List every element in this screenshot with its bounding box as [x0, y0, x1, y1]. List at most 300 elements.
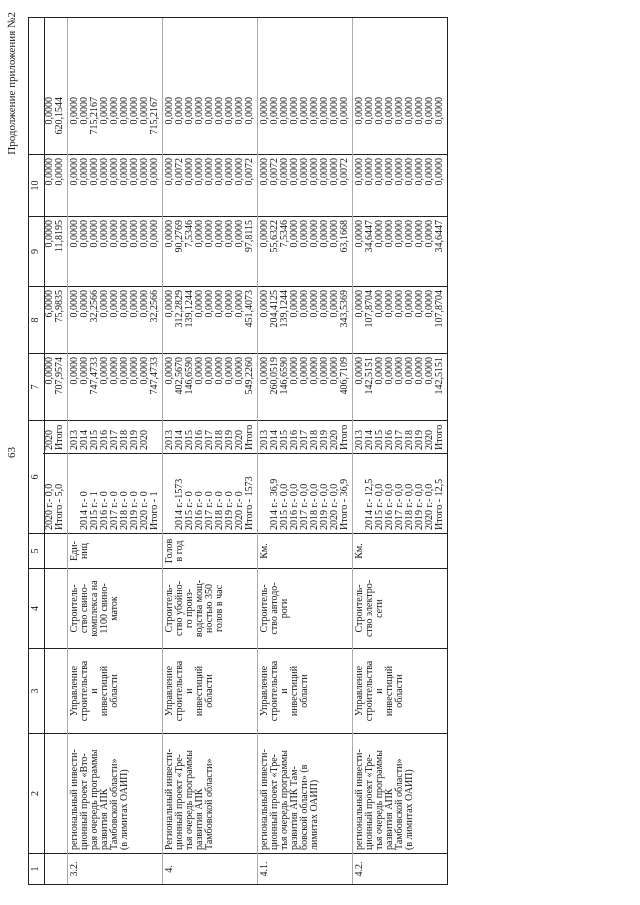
local-amount-line: 0,0000 [279, 158, 290, 186]
federal-amount-line: 0,0000 [204, 290, 215, 318]
local-amount-line: 0,0072 [339, 158, 350, 186]
year-label-line: 2019 [414, 430, 425, 450]
page-number: 63 [6, 447, 18, 458]
federal-amount-line: 107,8704 [434, 290, 445, 328]
year-label-line: 2018 [119, 430, 130, 450]
total-amount-line: 402,5670 [174, 357, 185, 395]
federal-amount [353, 286, 447, 353]
indicator-by-year [68, 453, 162, 533]
year-label [353, 420, 447, 453]
year-label [163, 420, 257, 453]
other-amount-line: 0,0000 [174, 97, 185, 125]
measure-unit: Голов в год [163, 533, 257, 568]
total-amount-line: 0,0000 [224, 357, 235, 385]
local-amount-line: 0,0000 [89, 158, 100, 186]
indicator-by-year-line: 2016 г.- 0 [194, 491, 205, 530]
year-label-line: 2013 [259, 430, 270, 450]
row-number: 3.2. [68, 853, 162, 884]
indicator-by-year-line: 2015 г.- 1 [89, 491, 100, 530]
regional-amount-line: 0,0000 [424, 220, 435, 248]
regional-amount-line: 0,0000 [309, 220, 320, 248]
regional-amount-line: 0,0000 [79, 220, 90, 248]
other-amount-line: 0,0000 [129, 97, 140, 125]
indicator-by-year-line: 2017 г.- 0 [204, 491, 215, 530]
federal-amount [258, 286, 352, 353]
federal-amount-line: 6,0000 [44, 290, 55, 318]
local-amount-line: 0,0000 [234, 158, 245, 186]
federal-amount-line: 0,0000 [414, 290, 425, 318]
local-amount-line: 0,0000 [44, 158, 55, 186]
total-amount-line: 260,0519 [269, 357, 280, 395]
year-label-line: 2019 [129, 430, 140, 450]
federal-amount-line: 0,0000 [194, 290, 205, 318]
local-amount-line: 0,0000 [414, 158, 425, 186]
total-amount-line: 0,0000 [329, 357, 340, 385]
regional-amount-line: 0,0000 [44, 220, 55, 248]
indicator-by-year-line: 2017 г.- 0,0 [299, 483, 310, 530]
local-amount [43, 154, 67, 216]
local-amount-line: 0,0000 [364, 158, 375, 186]
indicator-by-year-line: 2020 г.- 0,0 [424, 483, 435, 530]
indicator-by-year-line: Итого - 36,9 [339, 478, 350, 530]
year-label-line: 2018 [404, 430, 415, 450]
column-header: 4 [29, 568, 44, 648]
other-amount [258, 94, 352, 154]
program-table [43, 17, 448, 885]
total-amount-line: 0,0000 [164, 357, 175, 385]
local-amount-line: 0,0000 [424, 158, 435, 186]
year-label-line: 2016 [384, 430, 395, 450]
year-label-line: 2020 [329, 430, 340, 450]
year-label-line: 2018 [309, 430, 320, 450]
other-amount-line: 620,1544 [54, 97, 65, 135]
other-amount-line: 0,0000 [224, 97, 235, 125]
activity-name: Строитель- ство убойно- го произ- водства мощ- ностью 350 голов в час [163, 568, 257, 648]
project-name: региональный инвести- ционный проект «Тре- тья очередь программы развития АПК Тамбовской области» (в лимитах ОАИП) [353, 733, 447, 853]
project-name: Региональный инвести- ционный проект «Тре- тья очередь программы развития АПК Тамбовской области» [163, 733, 257, 853]
indicator-by-year [258, 453, 352, 533]
year-label-line: 2014 [269, 430, 280, 450]
local-amount-line: 0,0000 [204, 158, 215, 186]
year-label-line: 2017 [109, 430, 120, 450]
other-amount-line: 0,0000 [319, 97, 330, 125]
local-amount-line: 0,0000 [129, 158, 140, 186]
indicator-by-year-line: 2019 г.- 0 [129, 491, 140, 530]
federal-amount-line: 0,0000 [139, 290, 150, 318]
year-label-line: 2015 [184, 430, 195, 450]
other-amount-line: 0,0000 [364, 97, 375, 125]
row-number [43, 853, 67, 884]
other-amount-line: 0,0000 [394, 97, 405, 125]
other-amount-line: 715,2167 [149, 97, 160, 135]
local-amount-line: 0,0072 [244, 158, 255, 186]
indicator-by-year-line: Итого - 5,0 [54, 483, 65, 530]
regional-amount-line: 0,0000 [214, 220, 225, 248]
federal-amount-line: 0,0000 [394, 290, 405, 318]
column-header: 7 [29, 353, 44, 420]
regional-amount-line: 0,0000 [234, 220, 245, 248]
other-amount-line: 0,0000 [354, 97, 365, 125]
federal-amount-line: 32,2566 [149, 290, 160, 323]
indicator-by-year-line: 2018 г.- 0 [119, 491, 130, 530]
total-amount-line: 0,0000 [259, 357, 270, 385]
federal-amount-line: 0,0000 [109, 290, 120, 318]
total-amount [163, 353, 257, 420]
other-amount-line: 0,0000 [329, 97, 340, 125]
responsible-body: Управление строительства и инвестиций области [258, 648, 352, 733]
row-number: 4.1. [258, 853, 352, 884]
federal-amount-line: 204,4125 [269, 290, 280, 328]
regional-amount-line: 0,0000 [319, 220, 330, 248]
indicator-by-year-line: 2020 г.- 0 [234, 491, 245, 530]
other-amount-line: 0,0000 [289, 97, 300, 125]
other-amount-line: 0,0000 [424, 97, 435, 125]
regional-amount-line: 55,6322 [269, 220, 280, 253]
year-label-line [150, 424, 160, 450]
project-name: региональный инвести- ционный проект «Тре- тья очередь программы развития АПК Там- бовской области» (в лимитах ОАИП) [258, 733, 352, 853]
table-row [352, 18, 447, 884]
year-label-line: Итого [434, 424, 445, 450]
regional-amount-line: 11,8195 [54, 220, 65, 253]
indicator-by-year-line: 2014 г.- 36,9 [269, 478, 280, 530]
total-amount-line: 142,5151 [434, 357, 445, 395]
local-amount-line: 0,0000 [54, 158, 65, 186]
total-amount-line: 0,0000 [374, 357, 385, 385]
year-label-line: 2020 [234, 430, 245, 450]
other-amount [43, 94, 67, 154]
regional-amount-line: 63,1668 [339, 220, 350, 253]
responsible-body: Управление строительства и инвестиций области [163, 648, 257, 733]
federal-amount-line: 343,5369 [339, 290, 350, 328]
column-header: 2 [29, 733, 44, 853]
total-amount-line: 142,5151 [364, 357, 375, 395]
other-amount-line: 0,0000 [234, 97, 245, 125]
local-amount-line: 0,0000 [384, 158, 395, 186]
local-amount-line: 0,0000 [214, 158, 225, 186]
other-amount-line: 0,0000 [269, 97, 280, 125]
project-name: региональный инвести- ционный проект «Вто- рая очередь программы развития АПК Тамбовской области» (в лимитах ОАИП) [68, 733, 162, 853]
regional-amount-line: 0,0000 [139, 220, 150, 248]
activity-name: Строитель- ство электро- сети [353, 568, 447, 648]
regional-amount [43, 216, 67, 286]
total-amount [43, 353, 67, 420]
total-amount-line: 747,4733 [149, 357, 160, 395]
total-amount-line: 0,0000 [44, 357, 55, 385]
indicator-by-year-line: 2019 г.- 0 [224, 491, 235, 530]
regional-amount-line: 0,0000 [394, 220, 405, 248]
federal-amount-line: 0,0000 [309, 290, 320, 318]
federal-amount-line: 139,1244 [279, 290, 290, 328]
year-label-line: 2014 [79, 430, 90, 450]
local-amount-line: 0,0000 [309, 158, 320, 186]
other-amount-line: 0,0000 [414, 97, 425, 125]
table-row [67, 18, 162, 884]
other-amount-line: 0,0000 [69, 97, 80, 125]
federal-amount-line: 32,2566 [89, 290, 100, 323]
total-amount-line: 0,0000 [299, 357, 310, 385]
local-amount-line: 0,0072 [174, 158, 185, 186]
indicator-by-year-line: Итого - 1573 [244, 476, 255, 530]
year-label-line: 2016 [99, 430, 110, 450]
local-amount-line: 0,0000 [149, 158, 160, 186]
regional-amount-line: 34,6447 [434, 220, 445, 253]
total-amount-line: 0,0000 [119, 357, 130, 385]
indicator-by-year-line: 2020 г.- 0 [139, 491, 150, 530]
other-amount-line: 0,0000 [434, 97, 445, 125]
column-header [29, 94, 44, 154]
other-amount-line: 0,0000 [299, 97, 310, 125]
year-label [258, 420, 352, 453]
federal-amount-line: 0,0000 [69, 290, 80, 318]
total-amount-line: 0,0000 [404, 357, 415, 385]
indicator-by-year-line: 2018 г.- 0,0 [309, 483, 320, 530]
row-number: 4.2. [353, 853, 447, 884]
year-label-line: 2019 [224, 430, 235, 450]
year-label-line: Итого [244, 424, 255, 450]
regional-amount-line: 7,5346 [279, 220, 290, 248]
indicator-by-year-line: 2019 г.- 0,0 [414, 483, 425, 530]
total-amount-line: 0,0000 [309, 357, 320, 385]
federal-amount [43, 286, 67, 353]
other-amount-line: 0,0000 [374, 97, 385, 125]
federal-amount-line: 0,0000 [119, 290, 130, 318]
other-amount-line: 0,0000 [279, 97, 290, 125]
total-amount-line: 146,6590 [279, 357, 290, 395]
other-amount-line: 0,0000 [119, 97, 130, 125]
local-amount-line: 0,0000 [394, 158, 405, 186]
total-amount-line: 406,7109 [339, 357, 350, 395]
total-amount-line: 0,0000 [99, 357, 110, 385]
other-amount-line: 0,0000 [194, 97, 205, 125]
total-amount-line: 0,0000 [129, 357, 140, 385]
total-amount-line: 747,4733 [89, 357, 100, 395]
regional-amount [353, 216, 447, 286]
total-amount-line: 0,0000 [234, 357, 245, 385]
local-amount-line: 0,0000 [224, 158, 235, 186]
indicator-by-year-line: 2018 г.- 0 [214, 491, 225, 530]
column-header: 10 [29, 154, 44, 216]
year-label-line: Итого [54, 424, 65, 450]
regional-amount-line: 97,8115 [244, 220, 255, 253]
other-amount [353, 94, 447, 154]
indicator-by-year-line: 2018 г.- 0,0 [404, 483, 415, 530]
year-label-line: 2020 [44, 430, 55, 450]
federal-amount-line: 139,1244 [184, 290, 195, 328]
other-amount [163, 94, 257, 154]
local-amount-line: 0,0000 [69, 158, 80, 186]
year-label-line: 2013 [69, 430, 80, 450]
local-amount-line: 0,0000 [194, 158, 205, 186]
indicator-by-year [43, 453, 67, 533]
federal-amount-line: 0,0000 [99, 290, 110, 318]
federal-amount [68, 286, 162, 353]
federal-amount-line: 312,2829 [174, 290, 185, 328]
indicator-by-year-line: 2016 г.- 0,0 [289, 483, 300, 530]
federal-amount-line: 0,0000 [234, 290, 245, 318]
federal-amount-line: 0,0000 [329, 290, 340, 318]
federal-amount-line: 0,0000 [424, 290, 435, 318]
indicator-by-year-line: 2015 г.- 0,0 [279, 483, 290, 530]
regional-amount-line: 0,0000 [299, 220, 310, 248]
regional-amount-line: 0,0000 [194, 220, 205, 248]
regional-amount-line: 0,0000 [404, 220, 415, 248]
indicator-by-year-line: 2015 г.- 0,0 [374, 483, 385, 530]
federal-amount-line: 75,9835 [54, 290, 65, 323]
regional-amount-line: 0,0000 [374, 220, 385, 248]
regional-amount-line: 0,0000 [119, 220, 130, 248]
federal-amount-line: 0,0000 [299, 290, 310, 318]
local-amount-line: 0,0000 [329, 158, 340, 186]
total-amount-line: 0,0000 [139, 357, 150, 385]
other-amount-line: 0,0000 [339, 97, 350, 125]
local-amount-line: 0,0072 [269, 158, 280, 186]
total-amount-line: 0,0000 [394, 357, 405, 385]
year-label-line: 2017 [394, 430, 405, 450]
local-amount-line: 0,0000 [184, 158, 195, 186]
total-amount-line: 0,0000 [289, 357, 300, 385]
local-amount-line: 0,0000 [79, 158, 90, 186]
column-header: 1 [29, 853, 44, 884]
total-amount-line: 0,0000 [354, 357, 365, 385]
federal-amount-line: 451,4073 [244, 290, 255, 328]
other-amount-line: 0,0000 [309, 97, 320, 125]
regional-amount-line: 0,0000 [414, 220, 425, 248]
year-label-line: 2017 [299, 430, 310, 450]
federal-amount-line: 0,0000 [319, 290, 330, 318]
row-number: 4. [163, 853, 257, 884]
regional-amount-line: 7,5346 [184, 220, 195, 248]
other-amount-line: 0,0000 [44, 97, 55, 125]
activity-name: Строитель- ство свино- комплекса на 1100 свино- маток [68, 568, 162, 648]
regional-amount-line: 0,0000 [99, 220, 110, 248]
regional-amount-line: 34,6447 [364, 220, 375, 253]
table-row [43, 18, 67, 884]
other-amount-line: 0,0000 [384, 97, 395, 125]
local-amount-line: 0,0000 [164, 158, 175, 186]
regional-amount-line: 0,0000 [129, 220, 140, 248]
indicator-by-year-line: 2016 г.- 0,0 [384, 483, 395, 530]
local-amount-line: 0,0000 [259, 158, 270, 186]
other-amount-line: 0,0000 [214, 97, 225, 125]
year-label-line: 2014 [364, 430, 375, 450]
year-label-line: 2015 [279, 430, 290, 450]
indicator-by-year-line: 2014 г.- 12,5 [364, 478, 375, 530]
year-label-line: 2013 [164, 430, 175, 450]
local-amount [163, 154, 257, 216]
appendix-subtitle: Продолжение приложения №2 [6, 12, 18, 155]
local-amount-line: 0,0000 [119, 158, 130, 186]
regional-amount-line: 0,0000 [289, 220, 300, 248]
indicator-by-year [353, 453, 447, 533]
other-amount-line: 715,2167 [89, 97, 100, 135]
total-amount-line: 0,0000 [424, 357, 435, 385]
other-amount-line: 0,0000 [259, 97, 270, 125]
activity-name [43, 568, 67, 648]
local-amount-line: 0,0000 [319, 158, 330, 186]
local-amount-line: 0,0000 [109, 158, 120, 186]
indicator-by-year-line: 2019 г.- 0,0 [319, 483, 330, 530]
year-label-line: 2019 [319, 430, 330, 450]
indicator-by-year-line: 2017 г.- 0 [109, 491, 120, 530]
year-label-line: 2015 [89, 430, 100, 450]
other-amount [68, 94, 162, 154]
regional-amount [68, 216, 162, 286]
indicator-by-year-line: 2020 г.- 0,0 [44, 483, 55, 530]
other-amount-line: 0,0000 [109, 97, 120, 125]
other-amount-line: 0,0000 [204, 97, 215, 125]
other-amount-line: 0,0000 [184, 97, 195, 125]
total-amount [68, 353, 162, 420]
indicator-by-year-line: Итого - 12,5 [434, 478, 445, 530]
year-label [43, 420, 67, 453]
federal-amount-line: 0,0000 [384, 290, 395, 318]
local-amount-line: 0,0000 [299, 158, 310, 186]
other-amount-line: 0,0000 [244, 97, 255, 125]
indicator-by-year-line: 2020 г.- 0,0 [329, 483, 340, 530]
year-label-line: 2014 [174, 430, 185, 450]
federal-amount-line: 0,0000 [374, 290, 385, 318]
local-amount-line: 0,0000 [139, 158, 150, 186]
federal-amount-line: 0,0000 [79, 290, 90, 318]
total-amount-line: 146,6590 [184, 357, 195, 395]
total-amount-line: 0,0000 [194, 357, 205, 385]
regional-amount-line: 0,0000 [149, 220, 160, 248]
year-label-line: 2015 [374, 430, 385, 450]
regional-amount-line: 0,0000 [224, 220, 235, 248]
other-amount-line: 0,0000 [99, 97, 110, 125]
column-header: 3 [29, 648, 44, 733]
other-amount-line: 0,0000 [164, 97, 175, 125]
regional-amount-line: 0,0000 [109, 220, 120, 248]
total-amount-line: 0,0000 [319, 357, 330, 385]
regional-amount-line: 0,0000 [329, 220, 340, 248]
federal-amount-line: 0,0000 [354, 290, 365, 318]
column-header: 6 [29, 420, 44, 533]
local-amount [353, 154, 447, 216]
federal-amount-line: 0,0000 [129, 290, 140, 318]
responsible-body: Управление строительства и инвестиций области [353, 648, 447, 733]
year-label-line: 2020 [139, 430, 150, 450]
total-amount-line: 0,0000 [69, 357, 80, 385]
regional-amount-line: 0,0000 [89, 220, 100, 248]
regional-amount-line: 0,0000 [384, 220, 395, 248]
other-amount-line: 0,0000 [139, 97, 150, 125]
regional-amount [163, 216, 257, 286]
column-header: 9 [29, 216, 44, 286]
total-amount-line: 707,9574 [54, 357, 65, 395]
measure-unit [43, 533, 67, 568]
responsible-body: Управление строительства и инвестиций области [68, 648, 162, 733]
total-amount-line: 0,0000 [414, 357, 425, 385]
column-header: 5 [29, 533, 44, 568]
year-label-line: 2020 [424, 430, 435, 450]
project-name [43, 733, 67, 853]
indicator-by-year-line: 2014 г.- 0 [79, 491, 90, 530]
total-amount-line: 0,0000 [384, 357, 395, 385]
year-label-line: 2016 [289, 430, 300, 450]
total-amount-line: 0,0000 [79, 357, 90, 385]
table-row [257, 18, 352, 884]
local-amount-line: 0,0000 [99, 158, 110, 186]
regional-amount-line: 90,2769 [174, 220, 185, 253]
total-amount-line: 0,0000 [214, 357, 225, 385]
local-amount-line: 0,0000 [404, 158, 415, 186]
regional-amount-line: 0,0000 [204, 220, 215, 248]
federal-amount-line: 0,0000 [259, 290, 270, 318]
federal-amount-line: 0,0000 [289, 290, 300, 318]
federal-amount-line: 107,8704 [364, 290, 375, 328]
other-amount-line: 0,0000 [404, 97, 415, 125]
